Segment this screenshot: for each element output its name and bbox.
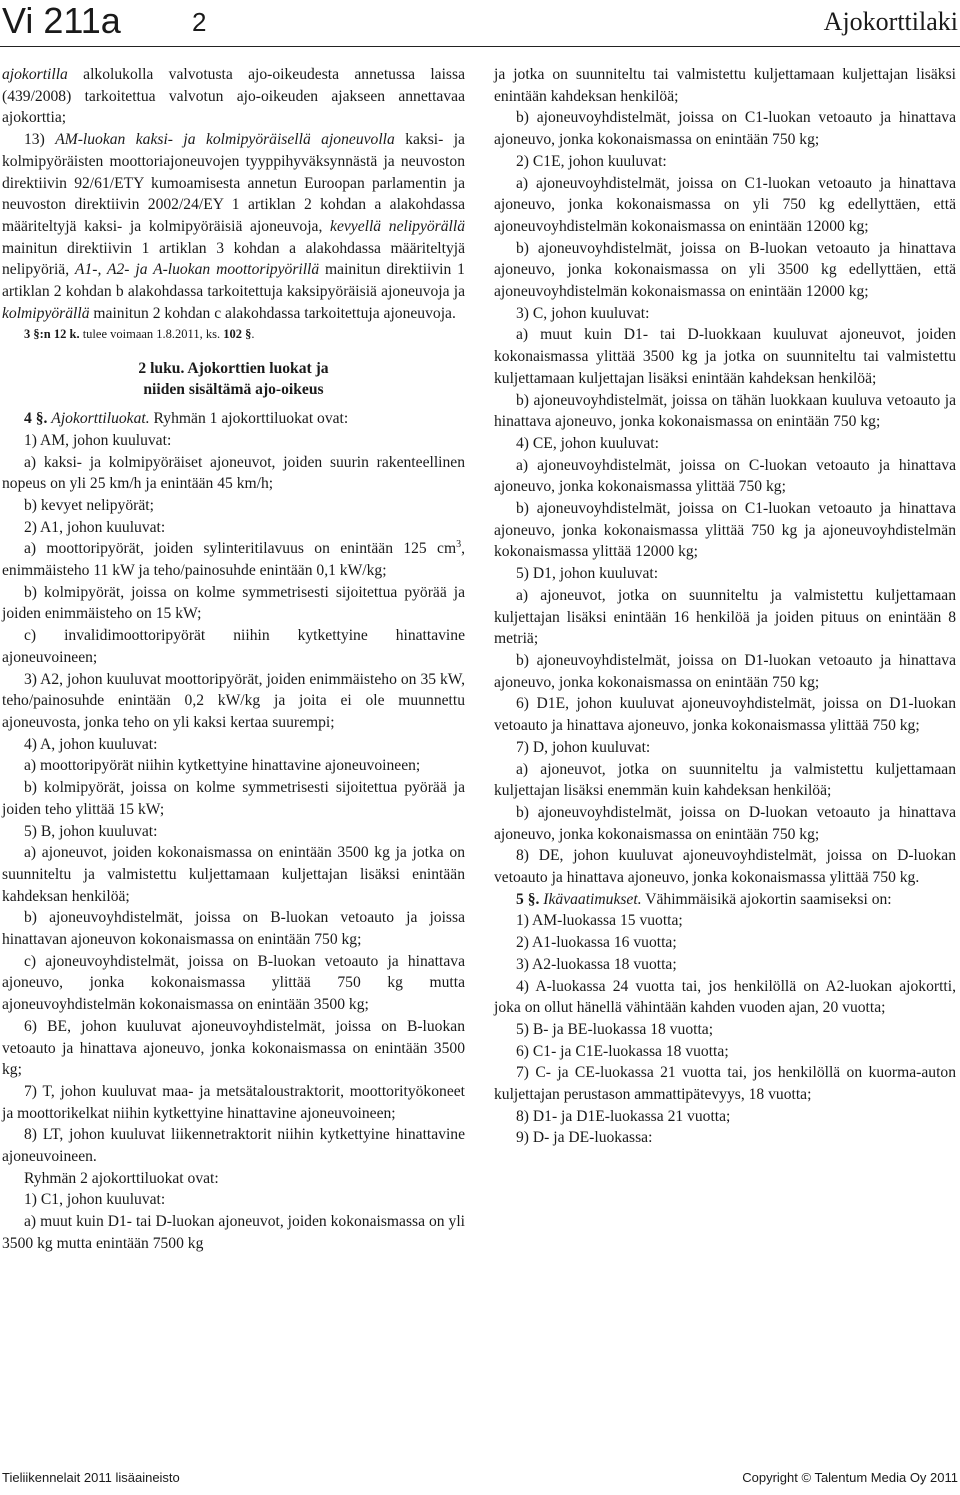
list-item: b) ajoneuvoyhdistelmät, joissa on D1-luokan vetoauto ja hinattava ajoneuvo, jonka kokonaismassa on enintään 750 kg; — [494, 651, 956, 691]
list-item: a) ajoneuvoyhdistelmät, joissa on C1-luokan vetoauto ja hinattava ajoneuvo, jonka kokonaismassa on yli 750 kg edellyttäen, että ajoneuvoyhdistelmän kokonaismassa on enintään 12000 kg; — [494, 174, 956, 235]
list-item: 5) B, johon kuuluvat: — [24, 822, 158, 840]
list-item: 1) AM, johon kuuluvat: — [24, 431, 172, 449]
list-item: 1) C1, johon kuuluvat: — [24, 1191, 166, 1209]
list-item: a) ajoneuvoyhdistelmät, joissa on C-luokan vetoauto ja hinattava ajoneuvo, jonka kokonaismassa ylittää 750 kg; — [494, 456, 956, 496]
list-item: a) muut kuin D1- tai D-luokkaan kuuluvat ajoneuvot, joiden kokonaismassa ylittää 3500 kg ja jotka on suunniteltu tai valmistettu kuljettamaan kuljettajan lisäksi enintään kahdeksan henkilöä; — [494, 326, 956, 387]
age-item: 8) D1- ja D1E-luokassa 21 vuotta; — [516, 1107, 731, 1125]
list-item: b) kevyet nelipyörät; — [24, 496, 154, 514]
list-item: b) ajoneuvoyhdistelmät, joissa on D-luokan vetoauto ja hinattava ajoneuvo, jonka kokonaismassa on enintään 750 kg; — [494, 803, 956, 843]
list-item-text: a) moottoripyörät, joiden sylinteritilavuus on enintään 125 cm — [24, 540, 457, 558]
italic-term: ajokortilla — [2, 66, 68, 83]
footer-publication: Tieliikennelait 2011 lisäaineisto — [2, 1470, 180, 1485]
list-item: a) ajoneuvot, jotka on suunniteltu ja valmistettu kuljettamaan kuljettajan lisäksi enintään 16 henkilöä ja joiden pituus on enintään 8 metriä; — [494, 586, 956, 648]
list-item: a) ajoneuvot, joiden kokonaismassa on enintään 3500 kg ja jotka on suunniteltu ja valmistettu kuljettamaan kuljettajan lisäksi enintään kahdeksan henkilöä; — [2, 844, 465, 905]
list-item: 3) C, johon kuuluvat: — [516, 304, 650, 322]
note-text: tulee voimaan 1.8.2011, ks. — [79, 327, 224, 342]
list-item: b) kolmipyörät, joissa on kolme symmetrisesti sijoitettua pyörää ja joiden enimmäisteho on 15 kW; — [2, 583, 465, 623]
list-item: 2) A1, johon kuuluvat: — [24, 518, 166, 536]
list-item-text: , enimmäisteho 11 kW ja teho/painosuhde enintään 0,1 kW/kg; — [2, 540, 465, 580]
list-item: 4) A, johon kuuluvat: — [24, 735, 158, 753]
section-title: Ajokorttiluokat. — [51, 410, 150, 428]
item-number: 13) — [24, 131, 56, 149]
paragraph: ja jotka on suunniteltu tai valmistettu kuljettamaan kuljettajan lisäksi enintään kahdeksan henkilöä; — [494, 66, 956, 105]
age-item: 3) A2-luokassa 18 vuotta; — [516, 955, 677, 973]
chapter-heading-line: 2 luku. Ajokorttien luokat ja — [138, 360, 329, 378]
page-number: 2 — [192, 7, 207, 37]
paragraph — [2, 64, 465, 129]
list-item: 6) BE, johon kuuluvat ajoneuvoyhdistelmät, joissa on B-luokan vetoauto ja hinattava ajoneuvo, jonka kokonaismassa on enintään 3500 kg; — [2, 1017, 465, 1079]
age-item: 7) C- ja CE-luokassa 21 vuotta tai, jos henkilöllä on kuorma-auton kuljettajan perustason ammattipätevyys, 18 vuotta; — [494, 1064, 956, 1104]
list-item: a) ajoneuvot, jotka on suunniteltu ja valmistettu kuljettamaan kuljettajan lisäksi enemmän kuin kahdeksan henkilöä; — [494, 760, 956, 800]
section-number: 5 §. — [516, 890, 544, 908]
list-item: 5) D1, johon kuuluvat: — [516, 565, 659, 583]
list-item: 7) T, johon kuuluvat maa- ja metsätaloustraktorit, moottorityökoneet ja moottorikelkat niihin kytkettyine hinattavine ajoneuvoineen; — [2, 1082, 465, 1122]
page-footer — [0, 1470, 960, 1490]
statute-code: Vi 211a — [2, 0, 121, 41]
list-item: a) kaksi- ja kolmipyöräiset ajoneuvot, joiden suurin rakenteellinen nopeus on yli 25 km/h ja enintään 45 km/h; — [2, 453, 465, 493]
right-column — [494, 64, 956, 1149]
italic-term: kevyellä nelipyörällä — [330, 217, 465, 235]
list-item: 7) D, johon kuuluvat: — [516, 738, 651, 756]
italic-term: AM-luokan kaksi- ja kolmipyöräisellä ajoneuvolla — [55, 131, 395, 149]
note-text: . — [251, 327, 255, 342]
paragraph-text: mainitun direktiivin 1 artiklan 2 kohdan b alakohdassa tarkoitettuja kaksipyöräisiä ajoneuvoja ja — [2, 261, 465, 301]
list-item: Ryhmän 2 ajokorttiluokat ovat: — [24, 1169, 219, 1187]
age-item: 9) D- ja DE-luokassa: — [516, 1129, 653, 1147]
age-item: 5) B- ja BE-luokassa 18 vuotta; — [516, 1020, 714, 1038]
list-item: b) kolmipyörät, joissa on kolme symmetrisesti sijoitettua pyörää ja joiden teho ylittää 15 kW; — [2, 779, 465, 818]
age-item: 4) A-luokassa 24 vuotta tai, jos henkilöllä on A2-luokan ajokortti, joka on ollut hänellä vähintään kahden vuoden ajan, 20 vuotta; — [494, 977, 956, 1017]
paragraph-text: alkolukolla valvotusta ajo-oikeudesta annetussa laissa (439/2008) tarkoitettua valvotun ajo-oikeuden ajakseen annettavaa ajokorttia; — [2, 66, 465, 127]
list-item: c) ajoneuvoyhdistelmät, joissa on B-luokan vetoauto ja hinattava ajoneuvo, jonka kokonaismassa ylittää 750 kg mutta ajoneuvoyhdistelmän kokonaismassa on enintään 3500 kg; — [2, 952, 465, 1014]
page-title: Ajokorttilaki — [823, 7, 958, 36]
paragraph-13 — [2, 129, 465, 324]
list-item — [2, 538, 465, 581]
age-item: 2) A1-luokassa 16 vuotta; — [516, 934, 677, 952]
footer-copyright: Copyright © Talentum Media Oy 2011 — [742, 1470, 958, 1485]
section-number: 4 §. — [24, 410, 52, 428]
section-4-heading — [2, 408, 465, 430]
note-ref: 102 § — [223, 327, 252, 342]
chapter-heading — [2, 358, 465, 400]
effective-date-note — [2, 324, 465, 346]
list-item: b) ajoneuvoyhdistelmät, joissa on B-luokan vetoauto ja joissa hinattavan ajoneuvon kokonaismassa on enintään 750 kg; — [2, 909, 465, 949]
list-item: 3) A2, johon kuuluvat moottoripyörät, joiden enimmäisteho on 35 kW, teho/painosuhde enintään 0,2 kW/kg ja joita ei ole muunnettu ajoneuvosta, jonka teho on yli kaksi kertaa suurempi; — [2, 670, 465, 731]
age-item: 6) C1- ja C1E-luokassa 18 vuotta; — [516, 1042, 729, 1060]
superscript: 3 — [456, 539, 462, 551]
paragraph-text: Ryhmän 1 ajokorttiluokat ovat: — [149, 410, 349, 428]
section-5-heading — [494, 889, 956, 911]
paragraph-text: Vähimmäisikä ajokortin saamiseksi on: — [641, 890, 892, 908]
paragraph-text: mainitun 2 kohdan c alakohdassa tarkoitettuja ajoneuvoja. — [89, 304, 456, 322]
chapter-heading-line: niiden sisältämä ajo-oikeus — [143, 381, 324, 399]
left-column — [2, 64, 465, 1255]
list-item: b) ajoneuvoyhdistelmät, joissa on C1-luokan vetoauto ja hinattava ajoneuvo, jonka kokonaismassa ylittää 750 kg ja ajoneuvoyhdistelmän kokonaismassa ylittää 12000 kg; — [494, 500, 956, 561]
list-item: b) ajoneuvoyhdistelmät, joissa on B-luokan vetoauto ja hinattava ajoneuvo, jonka kokonaismassa on yli 3500 kg edellyttäen, että ajoneuvoyhdistelmän kokonaismassa on enintään 12000 kg; — [494, 239, 956, 301]
list-item: 8) DE, johon kuuluvat ajoneuvoyhdistelmät, joissa on D-luokan vetoauto ja hinattava ajoneuvo, jonka kokonaismassa ylittää 750 kg. — [494, 847, 956, 887]
list-item: c) invalidimoottoripyörät niihin kytkettyine hinattavine ajoneuvoineen; — [2, 627, 465, 666]
list-item: a) moottoripyörät niihin kytkettyine hinattavine ajoneuvoineen; — [24, 757, 421, 775]
list-item: b) ajoneuvoyhdistelmät, joissa on C1-luokan vetoauto ja hinattava ajoneuvo, jonka kokonaismassa on enintään 750 kg; — [494, 109, 956, 149]
list-item: a) muut kuin D1- tai D-luokan ajoneuvot, joiden kokonaismassa on yli 3500 kg mutta enintään 7500 kg — [2, 1213, 465, 1252]
list-item: 6) D1E, johon kuuluvat ajoneuvoyhdistelmät, joissa on D1-luokan vetoauto ja hinattava ajoneuvo, jonka kokonaismassa ylittää 750 kg; — [494, 695, 956, 735]
section-title: Ikävaatimukset. — [543, 890, 642, 908]
list-item: 4) CE, johon kuuluvat: — [516, 434, 659, 452]
italic-term: A1-, A2- ja A-luokan moottoripyörillä — [74, 261, 320, 279]
paragraph-text: kaksi- ja kolmipyöräisten moottoriajoneuvojen tyyppihyväksynnästä ja neuvoston direktiivin 92/61/ETY kumoamisesta annetun Euroopan parlamentin ja neuvoston direktiivin 2002/24/EY 1 artiklan 2 kohdan a alakohdassa määriteltyjä kaksi- ja kolmipyöräisiä ajoneuvoja, — [2, 131, 465, 235]
paragraph-text: mainitun direktiivin 1 artiklan 3 kohdan a alakohdassa määriteltyjä nelipyöriä, — [2, 239, 465, 279]
list-item: b) ajoneuvoyhdistelmät, joissa on tähän luokkaan kuuluva vetoauto ja hinattava ajoneuvo, jonka kokonaismassa on enintään 750 kg; — [494, 391, 956, 431]
list-item: 2) C1E, johon kuuluvat: — [516, 152, 667, 170]
page-header — [0, 0, 960, 47]
italic-term: kolmipyörällä — [2, 304, 90, 322]
age-item: 1) AM-luokassa 15 vuotta; — [516, 912, 683, 930]
list-item: 8) LT, johon kuuluvat liikennetraktorit niihin kytkettyine hinattavine ajoneuvoineen. — [2, 1126, 465, 1166]
note-ref: 3 §:n 12 k. — [24, 327, 80, 342]
